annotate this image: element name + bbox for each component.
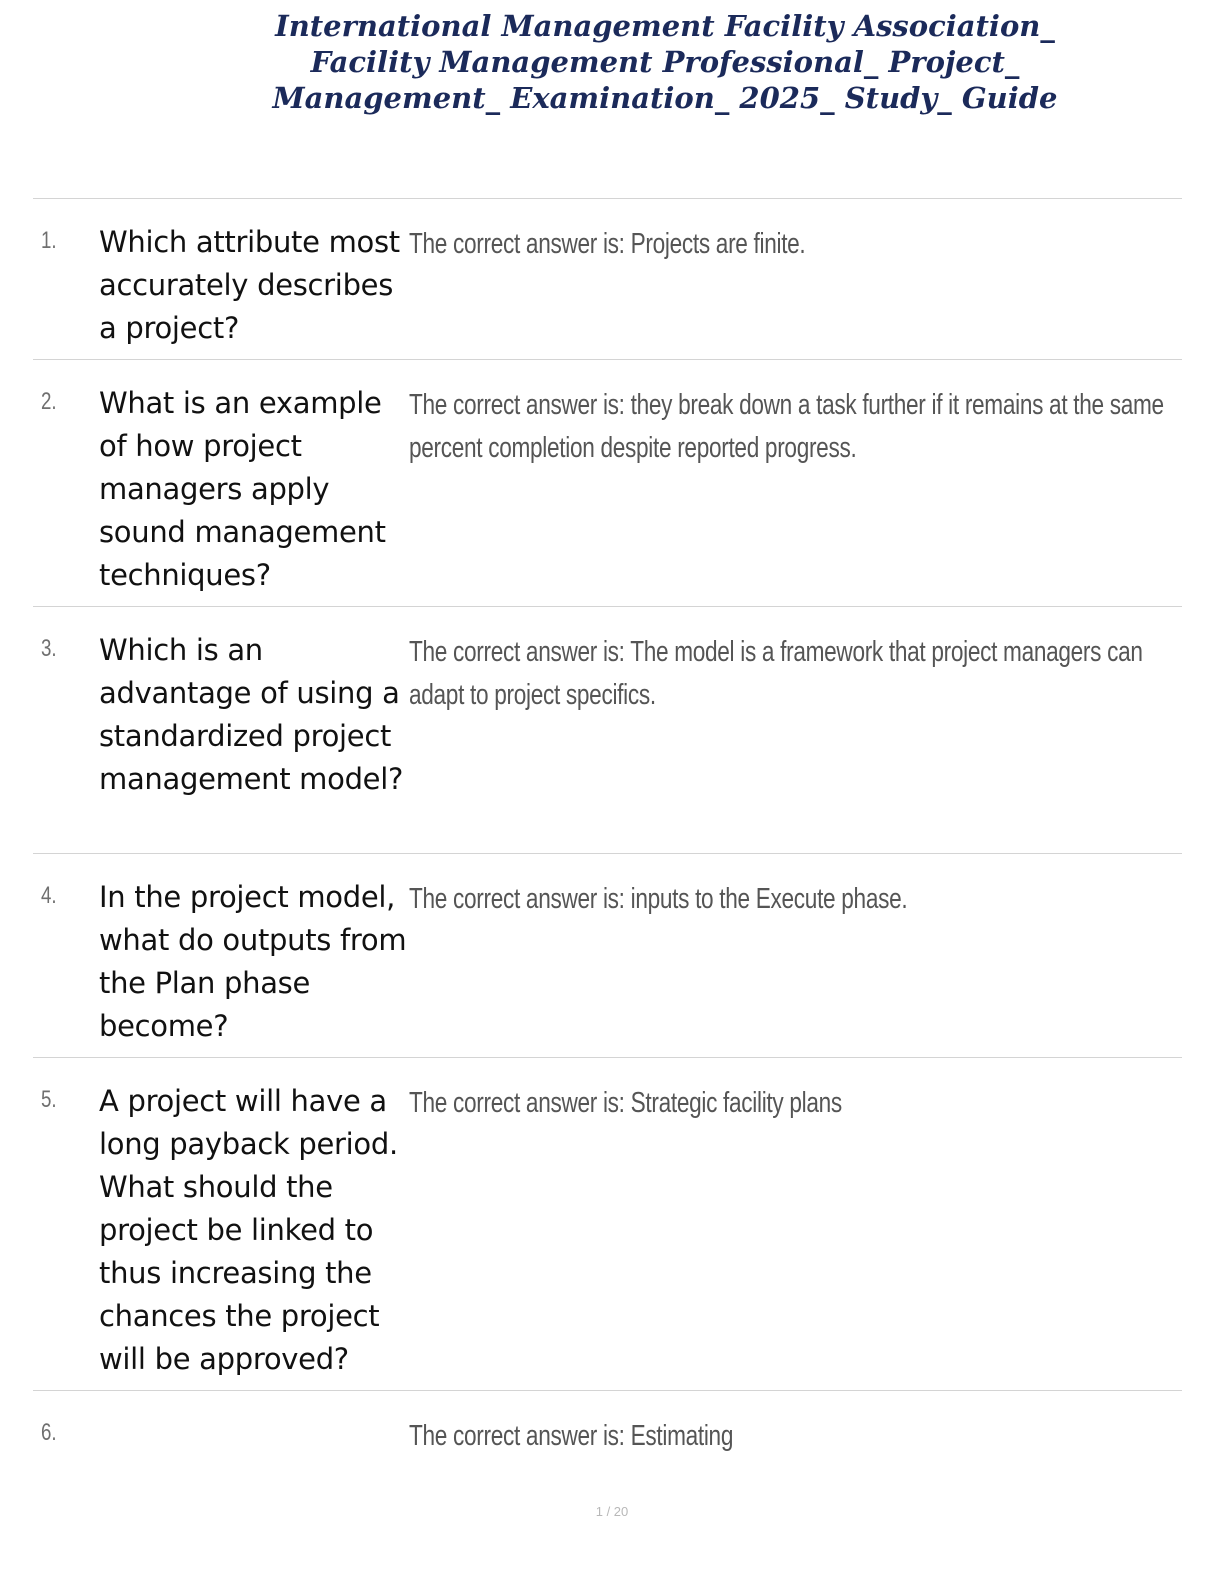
- answer-text: The correct answer is: Projects are finite.: [409, 228, 806, 260]
- question-item: [33, 1390, 1182, 1491]
- question-text: In the project model, what do outputs from the Plan phase become?: [99, 880, 407, 1043]
- question-item: [33, 853, 1182, 1057]
- question-text: What is an example of how project managers apply sound management techniques?: [99, 386, 386, 592]
- answer-text: The correct answer is: Estimating: [409, 1420, 734, 1452]
- answer-text: The correct answer is: they break down a task further if it remains at the same percent completion despite reported progress.: [409, 389, 1164, 464]
- question-text: Which is an advantage of using a standardized project management model?: [99, 633, 404, 796]
- question-number: 3.: [41, 635, 57, 662]
- page-indicator: 1 / 20: [595, 1504, 629, 1519]
- answer-text: The correct answer is: The model is a framework that project managers can adapt to project specifics.: [409, 636, 1143, 711]
- answer-text: The correct answer is: inputs to the Execute phase.: [409, 883, 908, 915]
- question-item: [33, 198, 1182, 359]
- question-text: A project will have a long payback period. What should the project be linked to thus increasing the chances the project will be approved?: [99, 1084, 398, 1376]
- question-number: 5.: [41, 1086, 57, 1113]
- question-number: 1.: [41, 227, 57, 254]
- question-item: [33, 1057, 1182, 1390]
- question-number: 6.: [41, 1419, 57, 1446]
- document-title: International Management Facility Association_ Facility Management Professional_ Project_ Management_ Examination_ 2025_ Study_ Guide: [272, 9, 1058, 115]
- question-item: [33, 359, 1182, 606]
- question-text: Which attribute most accurately describes a project?: [99, 225, 400, 345]
- question-number: 2.: [41, 388, 57, 415]
- question-item: [33, 606, 1182, 853]
- question-list: [33, 198, 1182, 1491]
- question-number: 4.: [41, 882, 57, 909]
- answer-text: The correct answer is: Strategic facility plans: [409, 1087, 842, 1119]
